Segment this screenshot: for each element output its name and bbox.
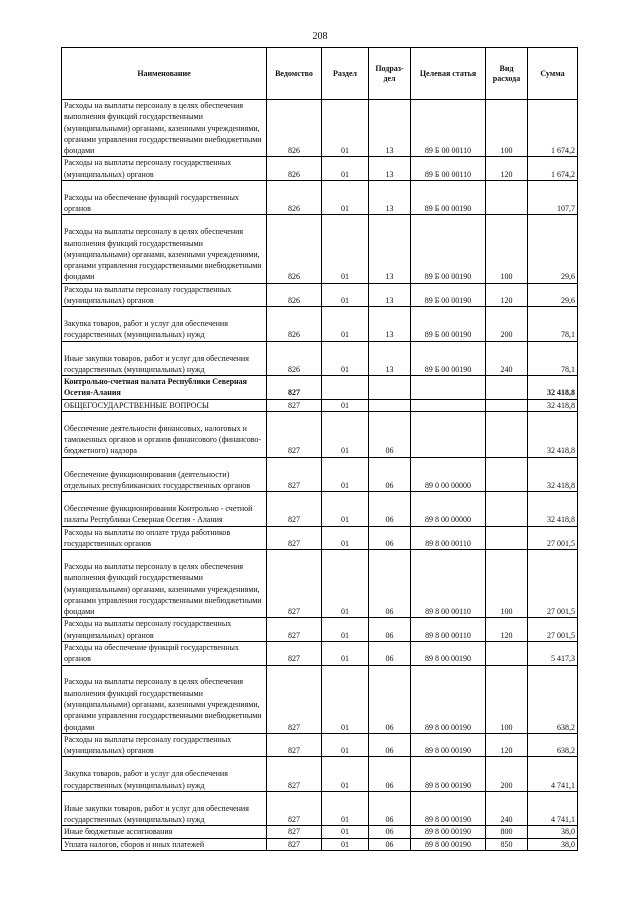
row-section-cell: 01	[322, 641, 369, 665]
row-expense-type-cell	[486, 641, 528, 665]
row-subsection-cell	[369, 376, 411, 400]
row-subsection-cell: 06	[369, 733, 411, 757]
row-department-cell: 827	[267, 826, 322, 838]
row-department-cell: 826	[267, 100, 322, 157]
row-name-cell: Закупка товаров, работ и услуг для обеспечения государственных (муниципальных) нужд	[62, 307, 267, 341]
row-sum-cell: 4 741,1	[528, 757, 578, 791]
row-expense-type-cell: 100	[486, 550, 528, 618]
row-subsection-cell: 06	[369, 412, 411, 458]
row-sum-cell: 38,0	[528, 838, 578, 850]
row-sum-cell: 29,6	[528, 215, 578, 283]
row-name-cell: Расходы на выплаты персоналу государственных (муниципальных) органов	[62, 283, 267, 307]
row-section-cell: 01	[322, 100, 369, 157]
row-section-cell: 01	[322, 618, 369, 642]
row-subsection-cell: 06	[369, 457, 411, 491]
row-section-cell: 01	[322, 399, 369, 411]
row-expense-type-cell: 100	[486, 215, 528, 283]
row-name-cell: Расходы на обеспечение функций государственных органов	[62, 181, 267, 215]
row-department-cell: 826	[267, 215, 322, 283]
row-name-cell: Уплата налогов, сборов и иных платежей	[62, 838, 267, 850]
row-department-cell: 827	[267, 791, 322, 825]
row-sum-cell: 1 674,2	[528, 100, 578, 157]
row-section-cell: 01	[322, 283, 369, 307]
row-subsection-cell: 06	[369, 641, 411, 665]
row-name-cell: Расходы на выплаты персоналу в целях обеспечения выполнения функций государственными (муниципальными) органами, казенными учреждениями, органами управления государственными внебюджетными фондами	[62, 665, 267, 733]
row-expense-type-cell	[486, 526, 528, 550]
row-department-cell: 826	[267, 283, 322, 307]
row-sum-cell: 78,1	[528, 307, 578, 341]
column-header-expense-type: Вид расхода	[486, 48, 528, 100]
row-name-cell: Обеспечение функционирования (деятельности) отдельных республиканских государственных органов	[62, 457, 267, 491]
row-target-cell: 89 8 00 00190	[411, 641, 486, 665]
row-department-cell: 827	[267, 838, 322, 850]
row-name-cell: Иные бюджетные ассигнования	[62, 826, 267, 838]
table-row	[62, 399, 578, 411]
row-target-cell: 89 Б 00 00110	[411, 100, 486, 157]
row-subsection-cell: 06	[369, 550, 411, 618]
column-header-target: Целевая статья	[411, 48, 486, 100]
row-name-cell: Расходы на обеспечение функций государственных органов	[62, 641, 267, 665]
row-sum-cell: 32 418,8	[528, 376, 578, 400]
row-section-cell: 01	[322, 550, 369, 618]
row-section-cell: 01	[322, 838, 369, 850]
row-sum-cell: 32 418,8	[528, 457, 578, 491]
row-subsection-cell: 13	[369, 215, 411, 283]
table-row	[62, 341, 578, 375]
row-sum-cell: 107,7	[528, 181, 578, 215]
row-section-cell: 01	[322, 665, 369, 733]
column-header-department: Ведомство	[267, 48, 322, 100]
row-name-cell: Расходы на выплаты персоналу в целях обеспечения выполнения функций государственными (муниципальными) органами, казенными учреждениями, органами управления государственными внебюджетными фондами	[62, 550, 267, 618]
row-target-cell: 89 8 00 00110	[411, 526, 486, 550]
row-name-cell: Закупка товаров, работ и услуг для обеспечения государственных (муниципальных) нужд	[62, 757, 267, 791]
row-expense-type-cell: 120	[486, 733, 528, 757]
row-department-cell: 827	[267, 412, 322, 458]
table-row	[62, 457, 578, 491]
row-subsection-cell: 13	[369, 307, 411, 341]
row-expense-type-cell: 200	[486, 757, 528, 791]
column-header-subsection: Подраз-дел	[369, 48, 411, 100]
column-header-sum: Сумма	[528, 48, 578, 100]
row-section-cell: 01	[322, 526, 369, 550]
row-subsection-cell	[369, 399, 411, 411]
row-expense-type-cell: 240	[486, 791, 528, 825]
table-row	[62, 838, 578, 850]
row-sum-cell: 1 674,2	[528, 157, 578, 181]
row-target-cell: 89 8 00 00110	[411, 550, 486, 618]
row-target-cell: 89 8 00 00190	[411, 791, 486, 825]
row-expense-type-cell	[486, 181, 528, 215]
table-row	[62, 791, 578, 825]
row-subsection-cell: 06	[369, 826, 411, 838]
table-row	[62, 826, 578, 838]
row-sum-cell: 78,1	[528, 341, 578, 375]
table-row	[62, 283, 578, 307]
row-name-cell: Расходы на выплаты по оплате труда работников государственных органов	[62, 526, 267, 550]
row-department-cell: 827	[267, 376, 322, 400]
row-section-cell: 01	[322, 826, 369, 838]
row-target-cell: 89 Б 00 00190	[411, 283, 486, 307]
row-sum-cell: 27 001,5	[528, 526, 578, 550]
row-department-cell: 827	[267, 492, 322, 526]
row-sum-cell: 32 418,8	[528, 492, 578, 526]
row-name-cell: Обеспечение деятельности финансовых, налоговых и таможенных органов и органов финансового (финансово-бюджетного) надзора	[62, 412, 267, 458]
row-subsection-cell: 13	[369, 100, 411, 157]
row-subsection-cell: 06	[369, 665, 411, 733]
row-department-cell: 826	[267, 341, 322, 375]
row-expense-type-cell	[486, 376, 528, 400]
row-target-cell: 89 8 00 00190	[411, 838, 486, 850]
row-sum-cell: 4 741,1	[528, 791, 578, 825]
row-department-cell: 827	[267, 757, 322, 791]
row-sum-cell: 638,2	[528, 665, 578, 733]
table-row	[62, 492, 578, 526]
row-expense-type-cell	[486, 492, 528, 526]
row-sum-cell: 638,2	[528, 733, 578, 757]
row-name-cell: Иные закупки товаров, работ и услуг для обеспечения государственных (муниципальных) нужд	[62, 791, 267, 825]
table-header-row	[62, 48, 578, 100]
row-name-cell: Расходы на выплаты персоналу в целях обеспечения выполнения функций государственными (муниципальными) органами, казенными учреждениями, органами управления государственными внебюджетными фондами	[62, 100, 267, 157]
row-target-cell: 89 8 00 00190	[411, 665, 486, 733]
row-name-cell: ОБЩЕГОСУДАРСТВЕННЫЕ ВОПРОСЫ	[62, 399, 267, 411]
table-row	[62, 733, 578, 757]
row-name-cell: Расходы на выплаты персоналу государственных (муниципальных) органов	[62, 618, 267, 642]
column-header-section: Раздел	[322, 48, 369, 100]
table-row	[62, 376, 578, 400]
row-name-cell: Расходы на выплаты персоналу государственных (муниципальных) органов	[62, 733, 267, 757]
row-department-cell: 827	[267, 550, 322, 618]
row-department-cell: 826	[267, 181, 322, 215]
row-target-cell: 89 8 00 00000	[411, 492, 486, 526]
row-name-cell: Обеспечение функционирования Контрольно - счетной палаты Республики Северная Осетия - Алания	[62, 492, 267, 526]
row-sum-cell: 32 418,8	[528, 399, 578, 411]
row-name-cell: Расходы на выплаты персоналу государственных (муниципальных) органов	[62, 157, 267, 181]
row-sum-cell: 29,6	[528, 283, 578, 307]
table-row	[62, 665, 578, 733]
row-expense-type-cell: 120	[486, 283, 528, 307]
row-department-cell: 827	[267, 733, 322, 757]
row-target-cell: 89 8 00 00190	[411, 826, 486, 838]
row-expense-type-cell: 120	[486, 618, 528, 642]
table-row	[62, 215, 578, 283]
table-row	[62, 526, 578, 550]
row-sum-cell: 38,0	[528, 826, 578, 838]
row-target-cell: 89 Б 00 00110	[411, 157, 486, 181]
row-target-cell	[411, 399, 486, 411]
row-expense-type-cell	[486, 399, 528, 411]
row-department-cell: 826	[267, 307, 322, 341]
row-subsection-cell: 06	[369, 492, 411, 526]
row-subsection-cell: 13	[369, 341, 411, 375]
row-expense-type-cell: 200	[486, 307, 528, 341]
row-section-cell: 01	[322, 412, 369, 458]
row-subsection-cell: 06	[369, 838, 411, 850]
table-row	[62, 757, 578, 791]
row-section-cell	[322, 376, 369, 400]
table-row	[62, 157, 578, 181]
row-target-cell: 89 Б 00 00190	[411, 341, 486, 375]
table-row	[62, 100, 578, 157]
row-expense-type-cell	[486, 412, 528, 458]
row-section-cell: 01	[322, 457, 369, 491]
row-sum-cell: 27 001,5	[528, 550, 578, 618]
page-number: 208	[312, 31, 328, 42]
row-department-cell: 827	[267, 399, 322, 411]
row-name-cell: Контрольно-счетная палата Республики Северная Осетия-Алания	[62, 376, 267, 400]
row-expense-type-cell: 850	[486, 838, 528, 850]
row-department-cell: 827	[267, 457, 322, 491]
table-row	[62, 550, 578, 618]
table-body	[62, 100, 578, 851]
row-subsection-cell: 06	[369, 526, 411, 550]
row-target-cell	[411, 412, 486, 458]
row-department-cell: 826	[267, 157, 322, 181]
row-department-cell: 827	[267, 526, 322, 550]
row-expense-type-cell: 100	[486, 100, 528, 157]
row-target-cell: 89 8 00 00190	[411, 757, 486, 791]
row-subsection-cell: 06	[369, 791, 411, 825]
row-expense-type-cell: 100	[486, 665, 528, 733]
row-section-cell: 01	[322, 757, 369, 791]
row-section-cell: 01	[322, 307, 369, 341]
row-name-cell: Иные закупки товаров, работ и услуг для обеспечения государственных (муниципальных) нужд	[62, 341, 267, 375]
row-section-cell: 01	[322, 791, 369, 825]
row-section-cell: 01	[322, 157, 369, 181]
table-row	[62, 181, 578, 215]
row-expense-type-cell	[486, 457, 528, 491]
row-sum-cell: 27 001,5	[528, 618, 578, 642]
row-expense-type-cell: 800	[486, 826, 528, 838]
table-row	[62, 618, 578, 642]
row-section-cell: 01	[322, 215, 369, 283]
row-sum-cell: 5 417,3	[528, 641, 578, 665]
table-row	[62, 307, 578, 341]
row-target-cell: 89 8 00 00190	[411, 733, 486, 757]
row-department-cell: 827	[267, 641, 322, 665]
row-department-cell: 827	[267, 665, 322, 733]
row-target-cell: 89 8 00 00110	[411, 618, 486, 642]
table-row	[62, 412, 578, 458]
row-subsection-cell: 13	[369, 181, 411, 215]
row-section-cell: 01	[322, 733, 369, 757]
row-section-cell: 01	[322, 341, 369, 375]
table-row	[62, 641, 578, 665]
row-section-cell: 01	[322, 181, 369, 215]
row-expense-type-cell: 240	[486, 341, 528, 375]
budget-table	[61, 47, 578, 851]
row-target-cell: 89 0 00 00000	[411, 457, 486, 491]
row-subsection-cell: 06	[369, 757, 411, 791]
row-department-cell: 827	[267, 618, 322, 642]
row-expense-type-cell: 120	[486, 157, 528, 181]
row-target-cell: 89 Б 00 00190	[411, 307, 486, 341]
column-header-name: Наименование	[62, 48, 267, 100]
row-target-cell	[411, 376, 486, 400]
row-subsection-cell: 13	[369, 283, 411, 307]
row-subsection-cell: 06	[369, 618, 411, 642]
row-sum-cell: 32 418,8	[528, 412, 578, 458]
row-name-cell: Расходы на выплаты персоналу в целях обеспечения выполнения функций государственными (муниципальными) органами, казенными учреждениями, органами управления государственными внебюджетными фондами	[62, 215, 267, 283]
row-subsection-cell: 13	[369, 157, 411, 181]
row-target-cell: 89 Б 00 00190	[411, 215, 486, 283]
row-section-cell: 01	[322, 492, 369, 526]
row-target-cell: 89 Б 00 00190	[411, 181, 486, 215]
